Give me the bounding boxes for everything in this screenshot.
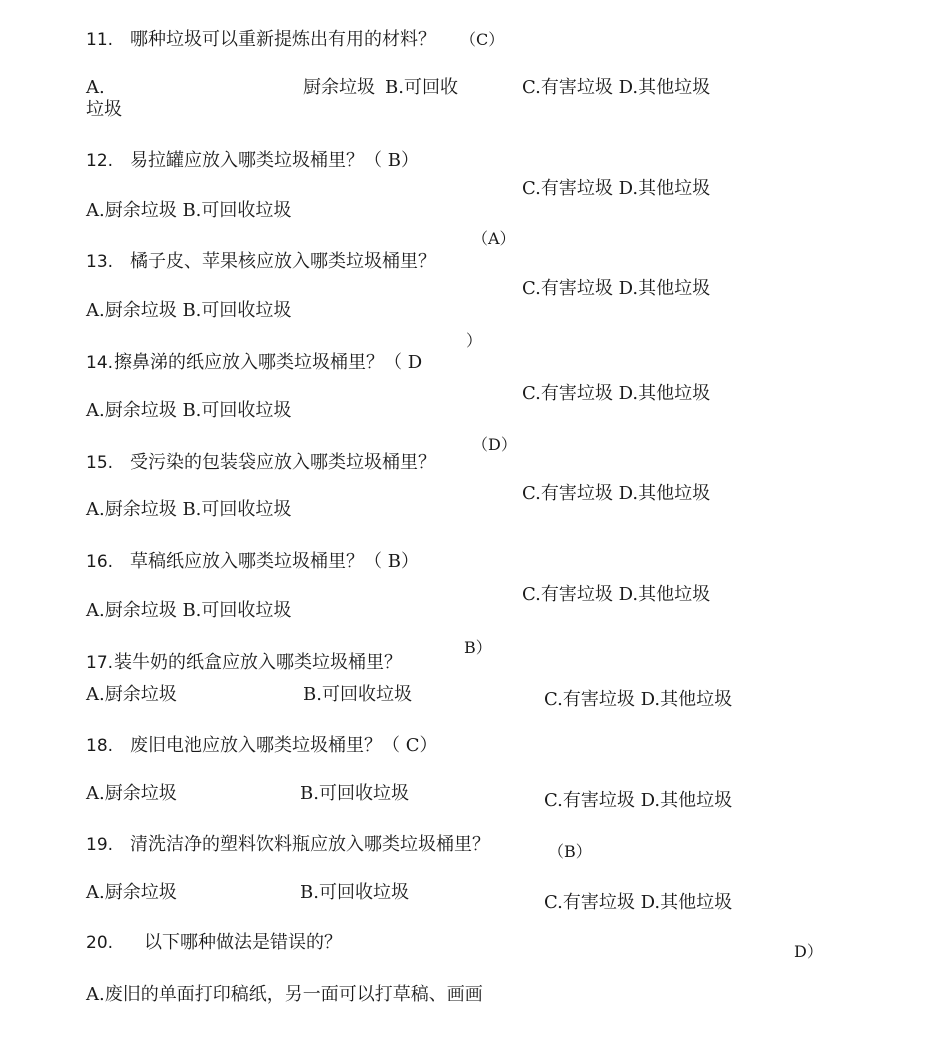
q19-option-a: A.厨余垃圾	[86, 882, 177, 903]
q17-option-a: A.厨余垃圾	[86, 684, 177, 705]
q19-text: 清洗洁净的塑料饮料瓶应放入哪类垃圾桶里？	[130, 834, 490, 855]
q17-option-b: B.可回收垃圾	[303, 684, 412, 705]
q20-option-a: A.废旧的单面打印稿纸，另一面可以打草稿、画画	[86, 984, 483, 1005]
q17-option-cd: C.有害垃圾 D.其他垃圾	[544, 689, 733, 710]
q16-option-cd: C.有害垃圾 D.其他垃圾	[522, 584, 711, 605]
q20-text: 以下哪种做法是错误的？	[144, 932, 342, 953]
q19-option-b: B.可回收垃圾	[300, 882, 409, 903]
q12-option-cd: C.有害垃圾 D.其他垃圾	[522, 178, 711, 199]
q12-number: 12.	[86, 151, 114, 171]
q14-text: 擦鼻涕的纸应放入哪类垃圾桶里？（ D	[114, 352, 423, 373]
q14-number: 14.	[86, 353, 114, 373]
q19-answer: （B）	[548, 842, 592, 861]
q16-text: 草稿纸应放入哪类垃圾桶里？（ B）	[130, 551, 419, 572]
q20-number: 20.	[86, 933, 114, 953]
q19-option-cd: C.有害垃圾 D.其他垃圾	[544, 892, 733, 913]
q11-answer: （C）	[460, 30, 505, 49]
q13-answer: （A）	[472, 229, 516, 248]
q15-option-cd: C.有害垃圾 D.其他垃圾	[522, 483, 711, 504]
q13-text: 橘子皮、苹果核应放入哪类垃圾桶里？	[130, 251, 436, 272]
q13-number: 13.	[86, 252, 114, 272]
q14-answer-close: ）	[466, 331, 483, 350]
q11-text: 哪种垃圾可以重新提炼出有用的材料？	[130, 29, 436, 50]
q12-option-ab: A.厨余垃圾 B.可回收垃圾	[86, 200, 292, 221]
q11-option-b: B.可回收	[385, 77, 458, 98]
q12-text: 易拉罐应放入哪类垃圾桶里？（ B）	[130, 150, 419, 171]
q18-text: 废旧电池应放入哪类垃圾桶里？（ C）	[130, 735, 438, 756]
q15-option-ab: A.厨余垃圾 B.可回收垃圾	[86, 499, 292, 520]
q17-number: 17.	[86, 653, 114, 673]
q11-option-a-prefix: A.	[86, 77, 105, 98]
q11-number: 11.	[86, 30, 114, 50]
q15-text: 受污染的包装袋应放入哪类垃圾桶里？	[130, 452, 436, 473]
q13-option-cd: C.有害垃圾 D.其他垃圾	[522, 278, 711, 299]
q18-option-b: B.可回收垃圾	[300, 783, 409, 804]
q18-option-cd: C.有害垃圾 D.其他垃圾	[544, 790, 733, 811]
q17-answer: B）	[464, 638, 492, 657]
q18-number: 18.	[86, 736, 114, 756]
q15-number: 15.	[86, 453, 114, 473]
q15-answer: （D）	[472, 435, 517, 454]
q11-option-b-wrap: 垃圾	[86, 99, 122, 120]
q11-option-cd: C.有害垃圾 D.其他垃圾	[522, 77, 711, 98]
q17-text: 装牛奶的纸盒应放入哪类垃圾桶里？	[114, 652, 402, 673]
q14-option-cd: C.有害垃圾 D.其他垃圾	[522, 383, 711, 404]
q19-number: 19.	[86, 835, 114, 855]
q13-option-ab: A.厨余垃圾 B.可回收垃圾	[86, 300, 292, 321]
q14-option-ab: A.厨余垃圾 B.可回收垃圾	[86, 400, 292, 421]
q20-answer: D）	[794, 942, 823, 961]
q11-option-a-name: 厨余垃圾	[303, 77, 375, 98]
q16-number: 16.	[86, 552, 114, 572]
q16-option-ab: A.厨余垃圾 B.可回收垃圾	[86, 600, 292, 621]
q18-option-a: A.厨余垃圾	[86, 783, 177, 804]
